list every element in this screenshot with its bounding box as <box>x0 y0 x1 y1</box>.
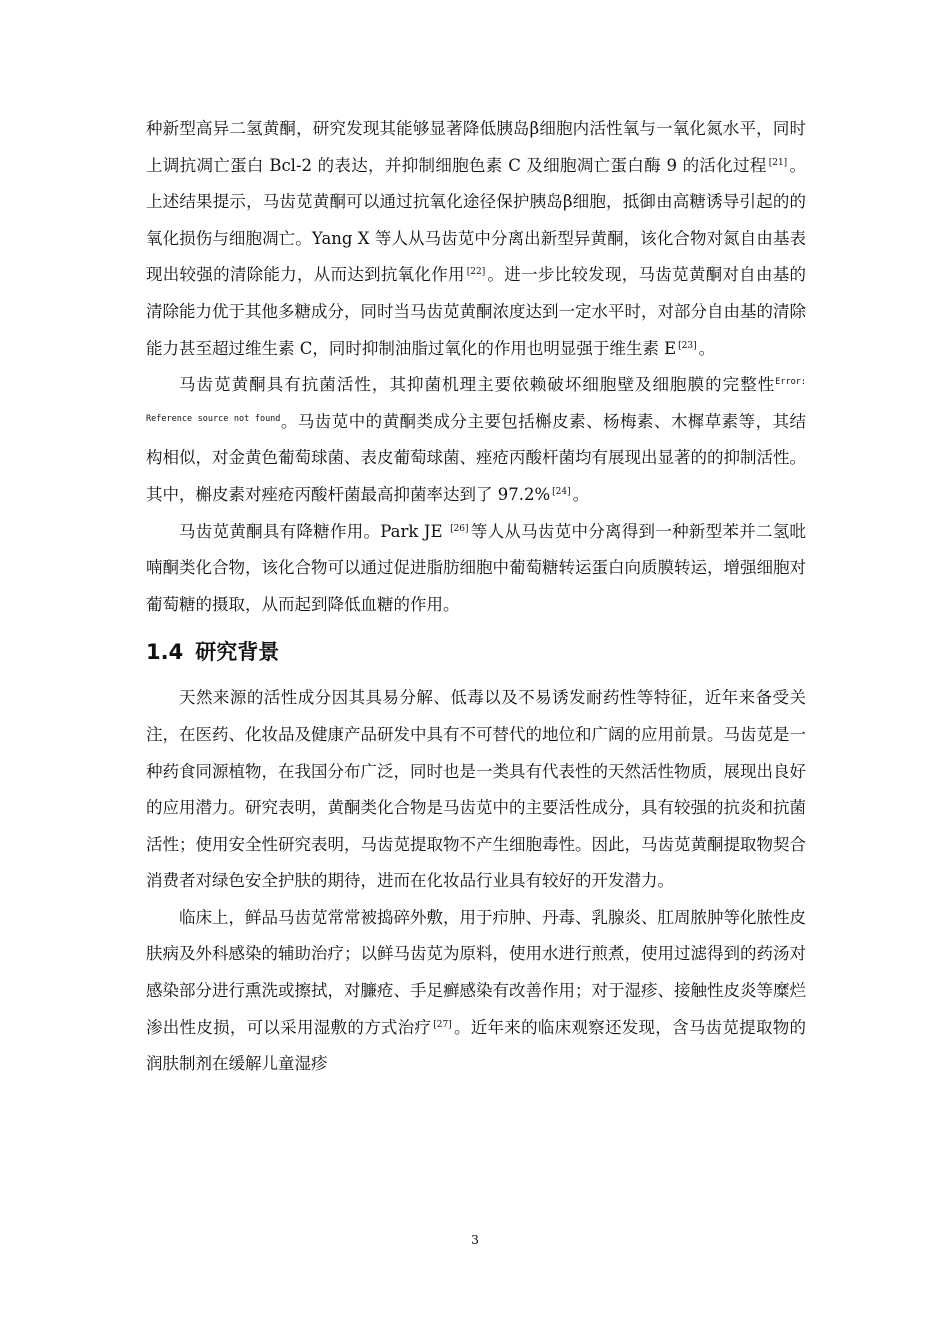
page-body <box>146 111 806 1083</box>
paragraph-text: 。马齿苋中的黄酮类成分主要包括槲皮素、杨梅素、木樨草素等，其结构相似，对金黄色葡萄球菌、表皮葡萄球菌、痤疮丙酸杆菌均有展现出显著的的抑制活性。其中，槲皮素对痤疮丙酸杆菌最高抑菌率达到了 97.2% <box>146 411 806 504</box>
page-number: 3 <box>471 1232 479 1247</box>
citation-22: [22] <box>466 267 486 278</box>
section-number: 1.4 <box>146 640 184 665</box>
paragraph-text: 。近年来的临床观察还发现，含马齿苋提取物的润肤制剂在缓解儿童湿疹 <box>146 1017 807 1074</box>
paragraph-text: 。进一步比较发现，马齿苋黄酮对自由基的清除能力优于其他多糖成分，同时当马齿苋黄酮浓度达到一定水平时，对部分自由基的清除能力甚至超过维生素 C，同时抑制油脂过氧化的作用也明显强于维生素 E <box>146 265 807 358</box>
citation-26: [26] <box>450 523 469 534</box>
citation-21: [21] <box>768 157 788 168</box>
paragraph-text: 等人从马齿苋中分离得到一种新型苯并二氢吡喃酮类化合物，该化合物可以通过促进脂肪细胞中葡萄糖转运蛋白向质膜转运，增强细胞对葡萄糖的摄取，从而起到降低血糖的作用。 <box>146 521 807 614</box>
paragraph-hypoglycemic <box>146 514 806 624</box>
paragraph-antioxidant <box>146 111 806 367</box>
paragraph-text: 马齿苋黄酮具有抗菌活性，其抑菌机理主要依赖破坏细胞壁及细胞膜的完整性 <box>179 375 776 395</box>
paragraph-clinical <box>146 900 806 1083</box>
citation-23: [23] <box>678 340 697 351</box>
paragraph-text: 。上述结果提示，马齿苋黄酮可以通过抗氧化途径保护胰岛β细胞，抵御由高糖诱导引起的的氧化损伤与细胞凋亡。Yang X 等人从马齿苋中分离出新型异黄酮，该化合物对氮自由基表现出较强的清除能力，从而达到抗氧化作用 <box>146 155 807 285</box>
section-title: 研究背景 <box>195 640 280 665</box>
paragraph-text: 马齿苋黄酮具有降糖作用。Park JE <box>179 521 449 541</box>
paragraph-text: 。 <box>572 484 590 504</box>
paragraph-background <box>146 680 806 900</box>
paragraph-text: 种新型高异二氢黄酮，研究发现其能够显著降低胰岛β细胞内活性氧与一氧化氮水平，同时上调抗凋亡蛋白 Bcl-2 的表达，并抑制细胞色素 C 及细胞凋亡蛋白酶 9 的活化过程 <box>146 119 806 175</box>
paragraph-text: 天然来源的活性成分因其具易分解、低毒以及不易诱发耐药性等特征，近年来备受关注，在医药、化妆品及健康产品研发中具有不可替代的地位和广阔的应用前景。马齿苋是一种药食同源植物，在我国分布广泛，同时也是一类具有代表性的天然活性物质，展现出良好的应用潜力。研究表明，黄酮类化合物是马齿苋中的主要活性成分，具有较强的抗炎和抗菌活性；使用安全性研究表明，马齿苋提取物不产生细胞毒性。因此，马齿苋黄酮提取物契合消费者对绿色安全护肤的期待，进而在化妆品行业具有较好的开发潜力。 <box>146 688 806 891</box>
citation-27: [27] <box>433 1019 452 1030</box>
paragraph-antibacterial <box>146 367 806 513</box>
section-heading <box>146 629 806 675</box>
citation-24: [24] <box>552 486 571 497</box>
reference-error: Error: Reference source not found <box>146 377 806 424</box>
paragraph-text: 。 <box>698 338 716 358</box>
paragraph-text: 临床上，鲜品马齿苋常常被捣碎外敷，用于疖肿、丹毒、乳腺炎、肛周脓肿等化脓性皮肤病及外科感染的辅助治疗；以鲜马齿苋为原料，使用水进行煎煮，使用过滤得到的药汤对感染部分进行熏洗或擦拭，对臁疮、手足癣感染有改善作用；对于湿疹、接触性皮炎等糜烂渗出性皮损，可以采用湿敷的方式治疗 <box>146 907 806 1037</box>
